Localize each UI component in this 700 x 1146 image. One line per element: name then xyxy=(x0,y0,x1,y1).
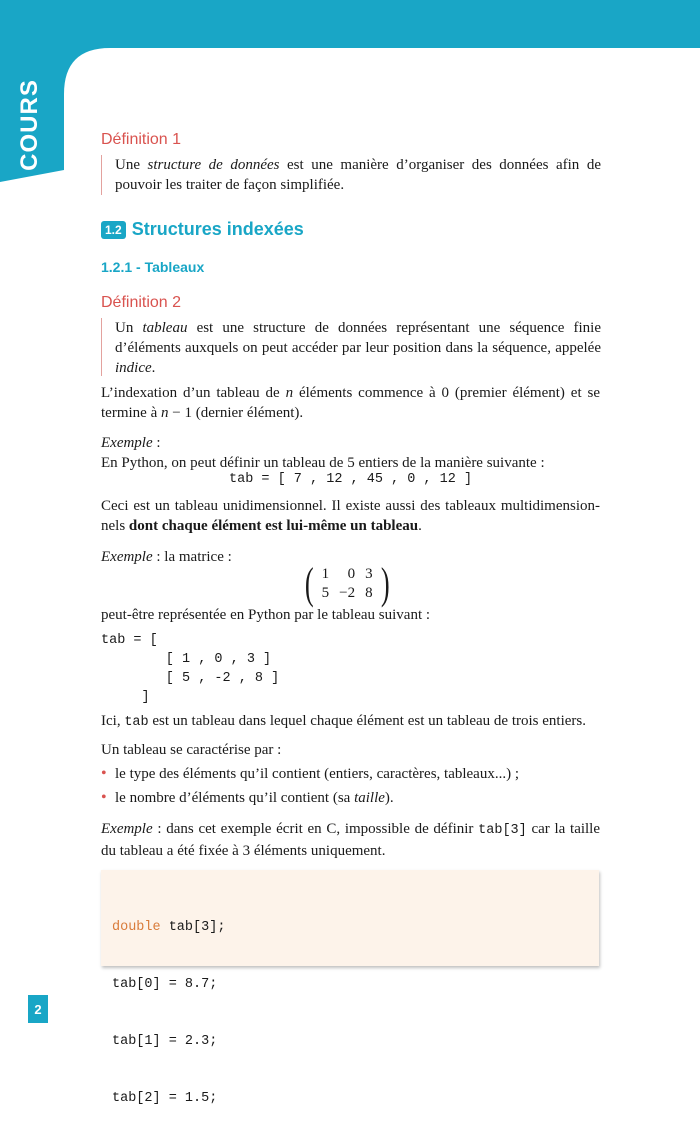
code-keyword: double xyxy=(112,920,161,935)
section-number: 1.2 xyxy=(101,221,126,239)
c-code-block xyxy=(101,870,599,1106)
matrix xyxy=(302,559,392,608)
list-item: • le nombre d’éléments qu’il contient (sa taille). xyxy=(101,789,394,806)
multidimensional-paragraph: Ceci est un tableau unidimensionnel. Il existe aussi des tableaux multidimension-nels dont chaque élément est lui-même un tableau. xyxy=(101,498,600,534)
section-title: Structures indexées xyxy=(131,219,304,239)
ici-paragraph: Ici, tab est un tableau dans lequel chaque élément est un tableau de trois entiers. xyxy=(101,713,586,730)
bullet-icon: • xyxy=(101,789,107,806)
matrix-cell: 8 xyxy=(365,585,373,601)
example-1-code: tab = [ 7 , 12 , 45 , 0 , 12 ] xyxy=(229,472,473,487)
matrix-right-paren: ) xyxy=(380,559,390,608)
example-3: Exemple : dans cet exemple écrit en C, impossible de définir tab[3] car la taille du tableau a été fixée à 3 éléments uniquement. xyxy=(101,821,601,859)
definition-1-title: Définition 1 xyxy=(101,131,182,148)
example-2-intro: Exemple : la matrice : xyxy=(101,549,232,565)
page-number: 2 xyxy=(28,995,48,1023)
matrix-table xyxy=(317,565,378,603)
characteristics-intro: Un tableau se caractérise par : xyxy=(101,742,282,758)
matrix-left-paren: ( xyxy=(304,559,314,608)
matrix-cell: 3 xyxy=(365,566,373,582)
list-item: • le type des éléments qu’il contient (entiers, caractères, tableaux...) ; xyxy=(101,765,519,782)
indexation-paragraph: L’indexation d’un tableau de n éléments commence à 0 (premier élément) et se termine à n − 1 (dernier élément). xyxy=(101,385,600,421)
matrix-cell: 0 xyxy=(347,566,356,582)
example-1: Exemple : En Python, on peut définir un tableau de 5 entiers de la manière suivante : xyxy=(101,435,545,471)
matrix-cell: 1 xyxy=(321,566,330,582)
c-code-lines: double tab[3]; tab[0] = 8.7; tab[1] = 2.3; tab[2] = 1.5; xyxy=(112,920,226,1106)
matrix-cell: −2 xyxy=(339,585,356,601)
matrix-cell: 5 xyxy=(321,585,330,601)
example-2-code: tab = [ [ 1 , 0 , 3 ] [ 5 , -2 , 8 ] ] xyxy=(101,633,280,705)
example-2-after: peut-être représentée en Python par le tableau suivant : xyxy=(101,607,431,623)
cours-tab-label: COURS xyxy=(16,79,44,171)
definition-2-body: Un tableau est une structure de données représentant une séquence finie d’éléments auxquels on peut accéder par leur position dans la séquence, appelée indice. xyxy=(101,318,601,376)
subsection-title: 1.2.1 - Tableaux xyxy=(101,259,205,275)
bullet-icon: • xyxy=(101,765,107,782)
section-heading xyxy=(101,219,304,240)
characteristics-list xyxy=(101,764,600,808)
definition-2-title: Définition 2 xyxy=(101,294,182,311)
definition-1-body: Une structure de données est une manière d’organiser des données afin de pouvoir les traiter de façon simplifiée. xyxy=(101,155,601,195)
